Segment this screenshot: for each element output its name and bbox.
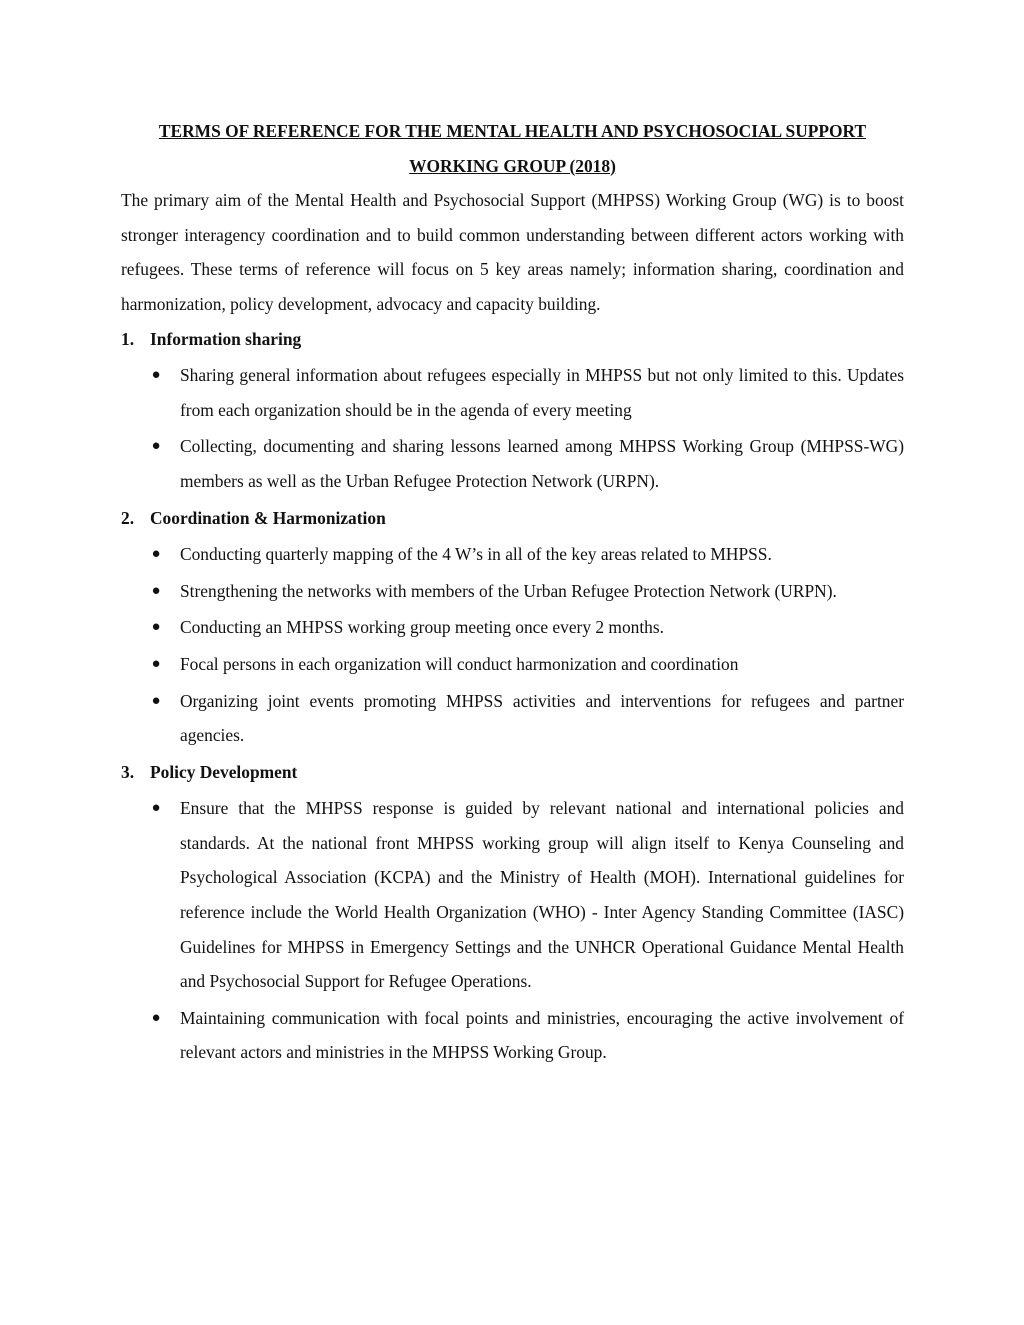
bullet-icon: ●: [151, 1009, 161, 1026]
bullet-list: [121, 537, 904, 753]
section-heading: [121, 501, 904, 536]
bullet-icon: ●: [151, 619, 161, 636]
list-item: [121, 429, 904, 498]
document-title: TERMS OF REFERENCE FOR THE MENTAL HEALTH AND PSYCHOSOCIAL SUPPORT WORKING GROUP (2018): [158, 121, 867, 176]
list-item: [121, 791, 904, 999]
section-title: Information sharing: [150, 328, 302, 349]
list-item-text: Conducting quarterly mapping of the 4 W’s in all of the key areas related to MHPSS.: [180, 544, 772, 565]
bullet-icon: ●: [151, 546, 161, 563]
section: [121, 755, 904, 1070]
list-item: [121, 647, 904, 682]
section-number: 3.: [121, 761, 135, 782]
intro-paragraph: The primary aim of the Mental Health and Psychosocial Support (MHPSS) Working Group (WG) is to boost stronger interagency coordination and to build common understanding between different actors working with refugees. These terms of reference will focus on 5 key areas namely; information sharing, coordination and harmonization, policy development, advocacy and capacity building.: [121, 190, 904, 314]
list-item-text: Maintaining communication with focal points and ministries, encouraging the active involvement of relevant actors and ministries in the MHPSS Working Group.: [180, 1007, 904, 1063]
sections-container: [121, 322, 904, 1070]
section: [121, 322, 904, 499]
section-heading: [121, 755, 904, 790]
section-heading: [121, 322, 904, 357]
bullet-icon: ●: [151, 367, 161, 384]
list-item: [121, 610, 904, 645]
section-title: Coordination & Harmonization: [150, 507, 386, 528]
bullet-icon: ●: [151, 438, 161, 455]
list-item-text: Ensure that the MHPSS response is guided by relevant national and international policies and standards. At the national front MHPSS working group will align itself to Kenya Counseling and Psychological Association (KCPA) and the Ministry of Health (MOH). International guidelines for reference include the World Health Organization (WHO) - Inter Agency Standing Committee (IASC) Guidelines for MHPSS in Emergency Settings and the UNHCR Operational Guidance Mental Health and Psychosocial Support for Refugee Operations.: [180, 798, 904, 992]
bullet-list: [121, 358, 904, 498]
section-number: 2.: [121, 507, 135, 528]
bullet-icon: ●: [151, 692, 161, 709]
section: [121, 501, 904, 753]
list-item-text: Sharing general information about refugees especially in MHPSS but not only limited to this. Updates from each organization should be in the agenda of every meeting: [180, 365, 904, 420]
bullet-icon: ●: [151, 582, 161, 599]
list-item-text: Focal persons in each organization will conduct harmonization and coordination: [180, 653, 739, 674]
list-item-text: Collecting, documenting and sharing lessons learned among MHPSS Working Group (MHPSS-WG) members as well as the Urban Refugee Protection Network (URPN).: [180, 436, 904, 491]
list-item-text: Conducting an MHPSS working group meeting once every 2 months.: [180, 617, 664, 638]
section-title: Policy Development: [150, 761, 298, 782]
list-item: [121, 537, 904, 572]
list-item: [121, 574, 904, 609]
list-item-text: Strengthening the networks with members of the Urban Refugee Protection Network (URPN).: [180, 580, 837, 601]
bullet-icon: ●: [151, 655, 161, 672]
list-item-text: Organizing joint events promoting MHPSS activities and interventions for refugees and partner agencies.: [180, 690, 904, 746]
list-item: [121, 1001, 904, 1070]
bullet-list: [121, 791, 904, 1070]
document-page: [121, 114, 904, 1072]
list-item: [121, 684, 904, 753]
section-number: 1.: [121, 328, 135, 349]
list-item: [121, 358, 904, 427]
bullet-icon: ●: [151, 800, 161, 817]
